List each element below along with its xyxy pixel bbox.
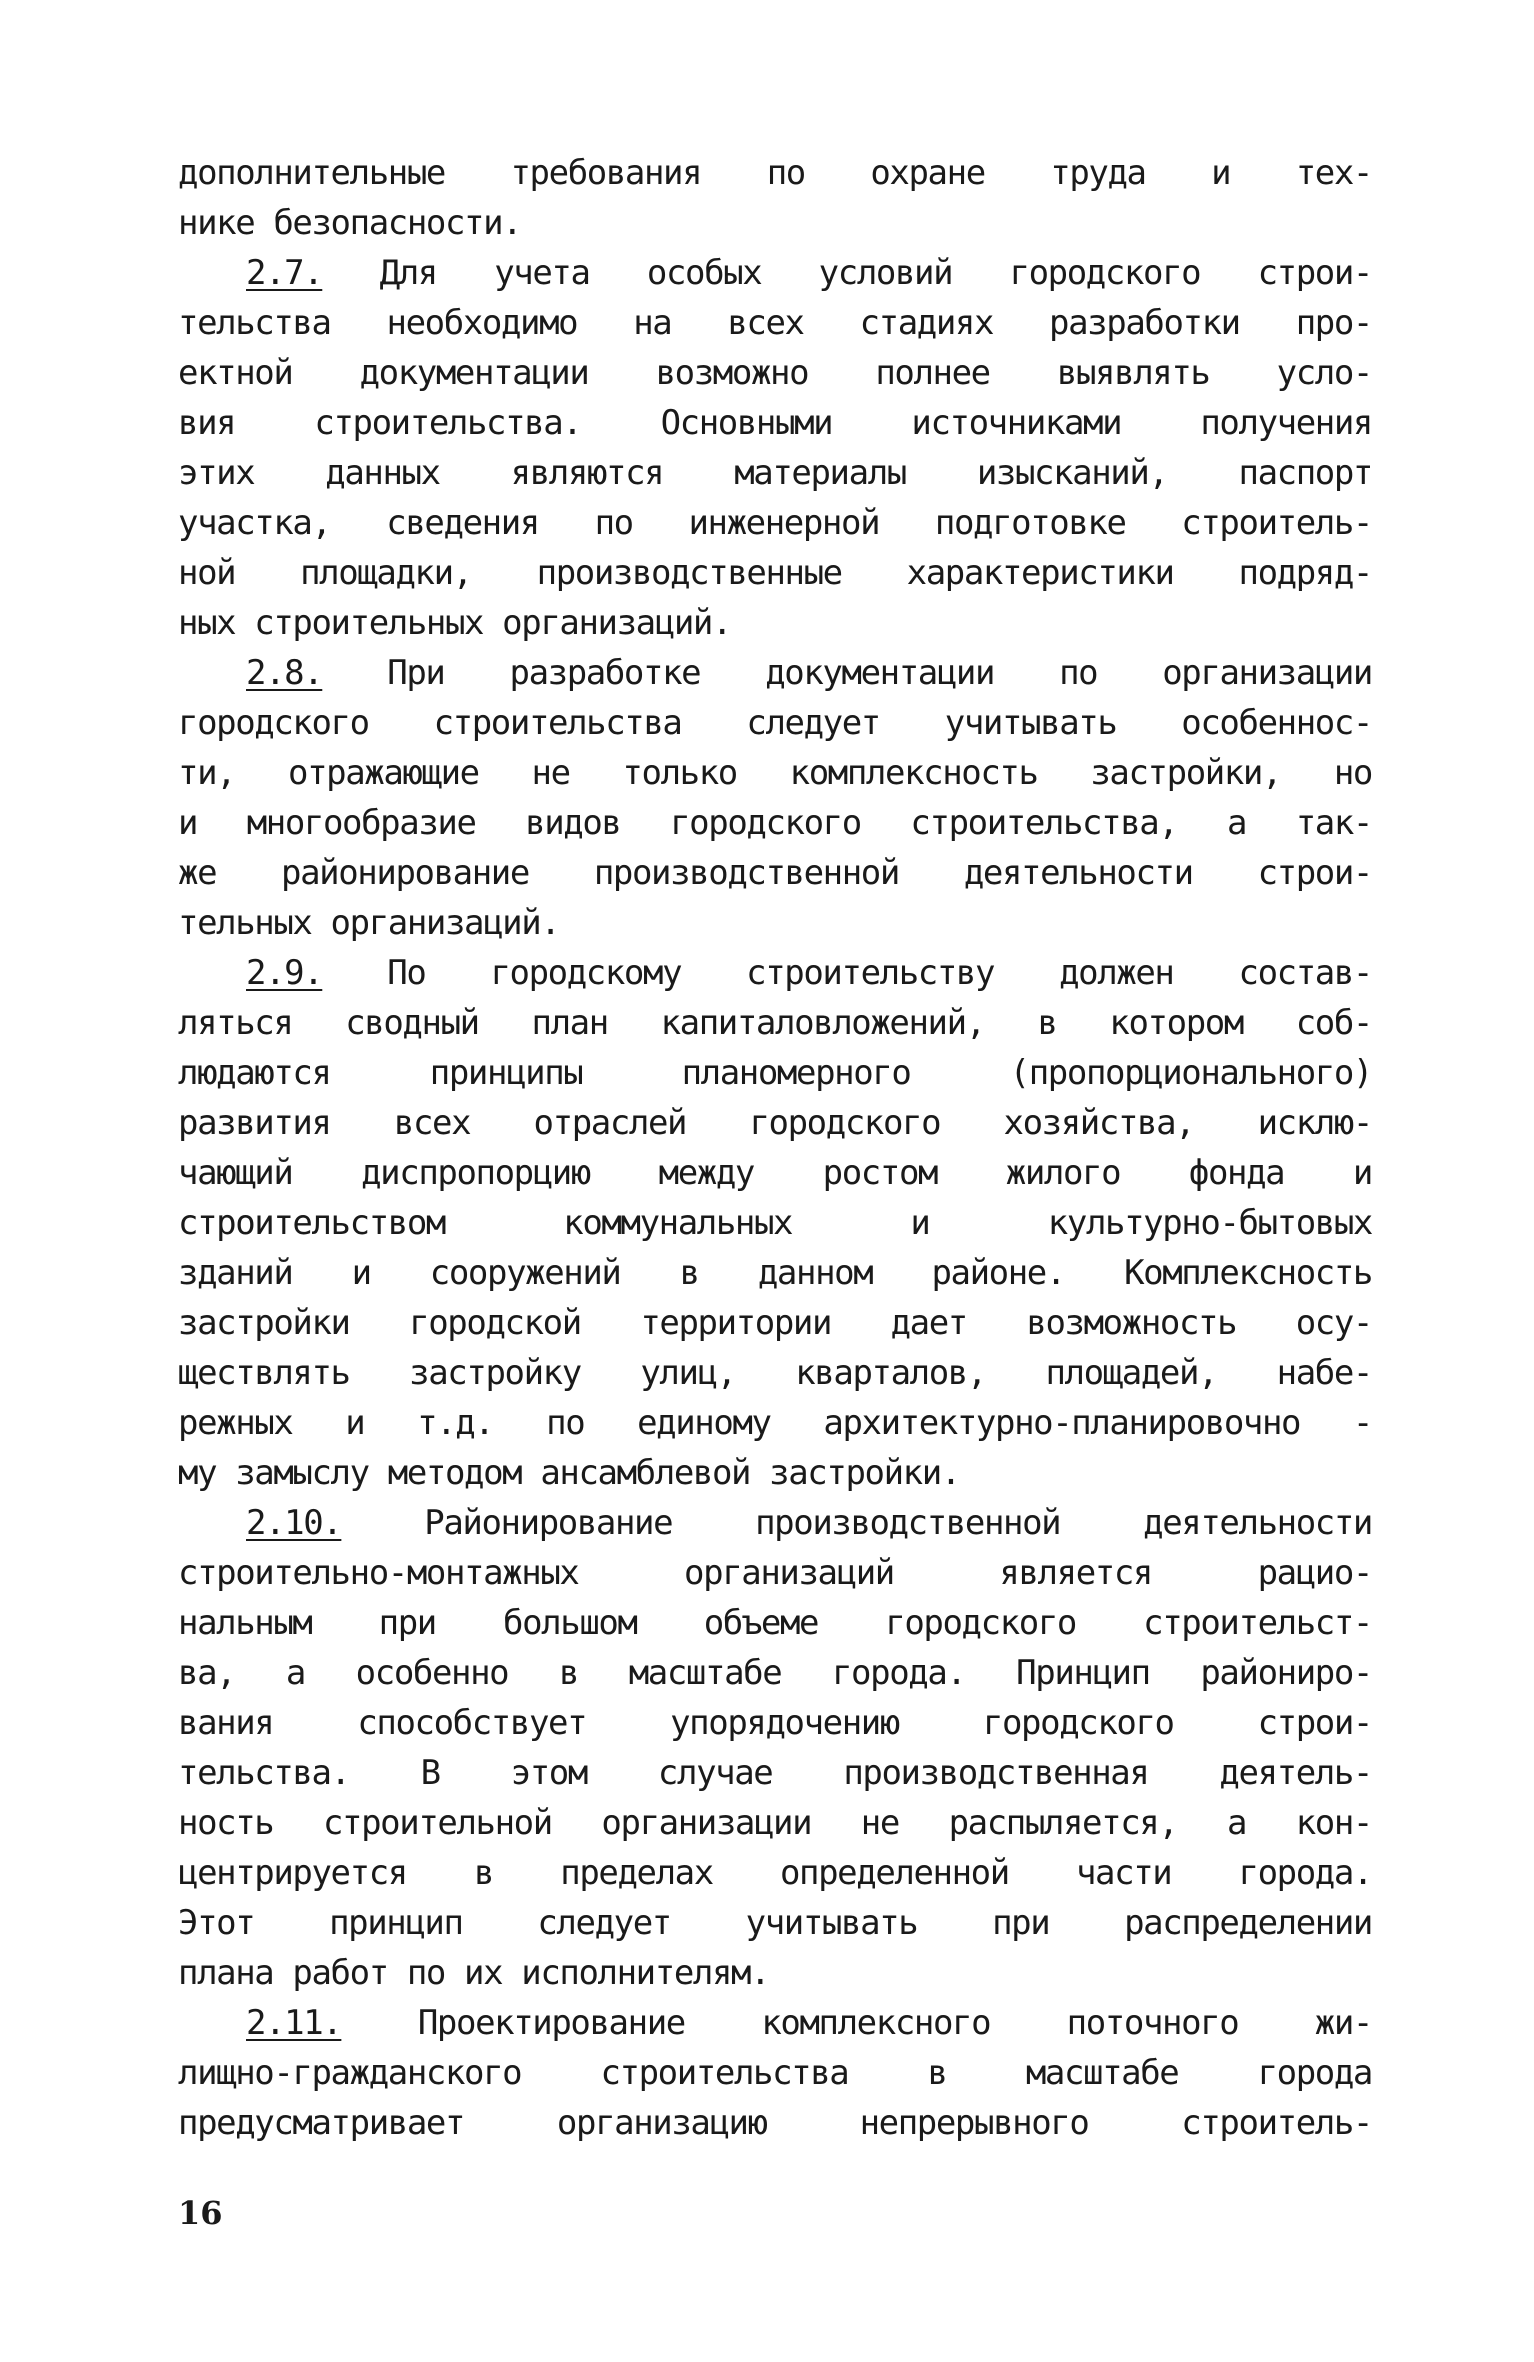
text-line: городского строительства следует учитывать особеннос- [178,703,1372,743]
text-line: чающий диспропорцию между ростом жилого фонда и [178,1153,1372,1193]
section-number: 2.7. [246,253,323,293]
text-line: людаются принципы планомерного (пропорционального) [178,1053,1372,1093]
text-line: плана работ по их исполнителям. [178,1953,770,1993]
text-line: нике безопасности. [178,203,522,243]
text-line: тельства. В этом случае производственная деятель- [178,1753,1372,1793]
text-line: предусматривает организацию непрерывного строитель- [178,2103,1372,2143]
text-line: нальным при большом объеме городского строительст- [178,1603,1372,1643]
section-number: 2.11. [246,2003,342,2043]
text-line: застройки городской территории дает возможность осу- [178,1303,1372,1343]
section-number: 2.9. [246,953,323,993]
text-line: развития всех отраслей городского хозяйства, исклю- [178,1103,1372,1143]
text-line: строительством коммунальных и культурно-бытовых [178,1203,1372,1243]
text-line: участка, сведения по инженерной подготовке строитель- [178,503,1372,543]
text-line: вания способствует упорядочению городского строи- [178,1703,1372,1743]
section-number: 2.8. [246,653,323,693]
section-number: 2.10. [246,1503,342,1543]
text-line: ляться сводный план капиталовложений, в котором соб- [178,1003,1372,1043]
text-line: ных строительных организаций. [178,603,732,643]
text-line: Этот принцип следует учитывать при распределении [178,1903,1372,1943]
paragraph-start-line: 2.9. По городскому строительству должен состав- [246,953,1372,993]
paragraph-start-line: 2.7. Для учета особых условий городского строи- [246,253,1372,293]
paragraph-start-line: 2.11. Проектирование комплексного поточного жи- [246,2003,1372,2043]
text-line: зданий и сооружений в данном районе. Комплексность [178,1253,1372,1293]
text-line: ва, а особенно в масштабе города. Принцип райониро- [178,1653,1372,1693]
text-line: строительно-монтажных организаций является рацио- [178,1553,1372,1593]
text-line: ществлять застройку улиц, кварталов, площадей, набе- [178,1353,1372,1393]
text-line: ность строительной организации не распыляется, а кон- [178,1803,1372,1843]
text-line: ектной документации возможно полнее выявлять усло- [178,353,1372,393]
text-line: му замыслу методом ансамблевой застройки. [178,1453,960,1493]
text-line: и многообразие видов городского строительства, а так- [178,803,1372,843]
text-line: этих данных являются материалы изысканий, паспорт [178,453,1372,493]
paragraph-start-line: 2.10. Районирование производственной деятельности [246,1503,1372,1543]
text-line: тельства необходимо на всех стадиях разработки про- [178,303,1372,343]
text-line: режных и т.д. по единому архитектурно-планировочно - [178,1403,1372,1443]
text-line: ной площадки, производственные характеристики подряд- [178,553,1372,593]
text-line: тельных организаций. [178,903,560,943]
text-line: дополнительные требования по охране труда и тех- [178,153,1372,193]
page-number: 16 [178,2194,223,2232]
text-line: ти, отражающие не только комплексность застройки, но [178,753,1372,793]
text-line: лищно-гражданского строительства в масштабе города [178,2053,1372,2093]
text-line: же районирование производственной деятельности строи- [178,853,1372,893]
paragraph-start-line: 2.8. При разработке документации по организации [246,653,1372,693]
text-line: центрируется в пределах определенной части города. [178,1853,1372,1893]
text-line: вия строительства. Основными источниками получения [178,403,1372,443]
